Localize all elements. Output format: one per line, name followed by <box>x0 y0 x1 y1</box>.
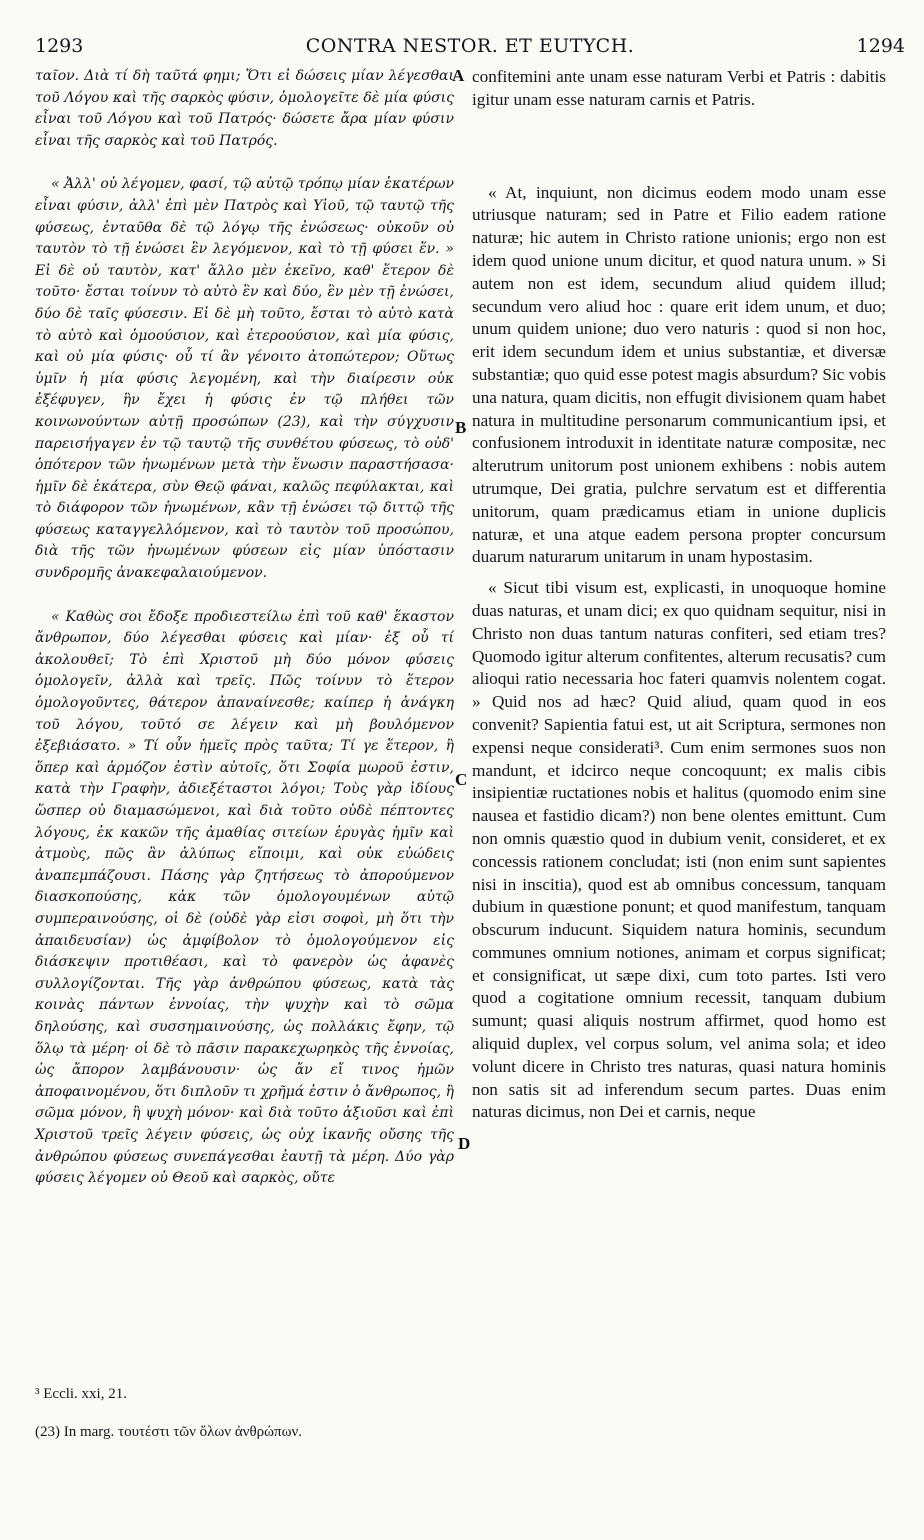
latin-paragraph-2: « At, inquiunt, non dicimus eodem modo unam esse utriusque naturam; sed in Patre et Filio eadem ratione naturæ; hic autem in Christo ratione unionis; ergo non est idem quod unione unum dicitur, et quod natura unum. » Si autem non est idem, secundum aliud quidem illud; secundum vero aliud hoc : quare erit idem unum, et duo; unum quidem unione; duo vero naturis : quod si non hoc, erit idem secundum idem et unius substantiæ, et diversæ substantiæ; quo quid esse potest magis absurdum? Sic vobis una natura, quam dicitis, non effugit divisionem quam habet natura in multitudine personarum communicantium ipsi, et confusionem introduxit in identitate naturæ compositæ, nec alterutrum unitorum post unionem exhibens : nobis autem utrumque, Dei gratia, pulchre servatum est et differentia unitorum, quam prædicamus etiam in unione duplicis naturæ, et una atque eadem persona propter concursum duarum naturarum unitarum in unam hypostasim. <box>472 182 887 567</box>
column-divider <box>461 66 462 1356</box>
page-number-left: 1293 <box>35 35 84 57</box>
latin-paragraph-3: « Sicut tibi visum est, explicasti, in unoquoque homine duas naturas, et unam dici; ex quo quidnam sequitur, nisi in Christo non duas tantum naturas confiteri, sed etiam tres? Quomodo igitur alterum confitentes, alterum recusatis? cum alioqui ratio necessaria hoc fateri quamvis nolentem cogat. » Quid nos ad hæc? Quid aliud, quam quod in eos convenit? Sapientia fatui est, ut ait Scriptura, sermones non expensi neque considerati³. Cum enim sermones suos non mandunt, et idcirco neque concoquunt; ex malis cibis insipientiæ ructationes nobis et halitus (quomodo enim sine nausea et fastidio dicam?) non bene olentes emittunt. Cum non omnis quæstio quod in dubium venit, consideret, et ex concessis rationem concludat; isti (non enim sunt sapientes nisi in inscitia), quod est ab omnibus concessum, tanquam dubium in quæstione ponunt; et quod manifestum, tanquam obscurum inducunt. Siquidem natura hominis, secundum communes omnium notiones, animam et corpus significat; et consignificat, ut sæpe dixi, cum toto partes. Isti vero quod a cogitatione omnium recessit, tanquam dubium sumunt; quasi aliquis nostrum affirmet, quod homo est aliquid duplex, vel corpus solum, vel anima sola; et ideo volunt dicere in Christo tres naturas, quasi natura hominis non satis sit ad inferendum secum partes. Duas enim naturas dicimus, non Dei et carnis, neque <box>472 578 886 1122</box>
greek-paragraph-3: « Καθὼς σοι ἔδοξε προδιεστείλω ἐπὶ τοῦ καθ' ἕκαστον ἄνθρωπον, δύο λέγεσθαι φύσεις καὶ μίαν· ἐξ οὗ τί ἀκολουθεῖ; Τὸ ἐπὶ Χριστοῦ μὴ δύο μόνον φύσεις ὁμολογεῖν, ἀλλὰ καὶ τρεῖς. Πῶς τοίνυν τὸ ἕτερον ὁμολογοῦντες, θάτερον ἀπαναίνεσθε; καίπερ ἡ ἀνάγκη τοῦ λόγου, τοῦτό σε λέγειν καὶ μὴ βουλόμενον ἐξεβιάσατο. » Τί οὖν ἡμεῖς πρὸς ταῦτα; Τί γε ἕτερον, ἢ ὅπερ καὶ ἁρμόζον ἐστὶν αὐτοῖς, ὅτι Σοφία μωροῦ ἐστιν, κατὰ τὴν Γραφὴν, ἀδιεξέταστοι λόγοι; Τοὺς γὰρ ἰδίους ὥσπερ οὐ διαμασώμενοι, καὶ διὰ τοῦτο οὐδὲ πέπτοντες λόγους, ἐκ κακῶν τῆς ἀμαθίας σιτείων ἐρυγὰς ἡμῖν καὶ ἀτμοὺς, πῶς ἂν ἀλύπως εἴποιμι, καὶ οὐκ εὐώδεις ἀναπεμπάζουσι. Πάσης γὰρ ζητήσεως τὸ ἀπορούμενον διασκοπούσης, κἀκ τῶν ὁμολογουμένων αὐτῷ συμπεραινούσης, οἱ δὲ (οὐδὲ γὰρ εἰσι σοφοὶ, μὴ ὅτι τὴν ἀπαιδευσίαν) ὡς ἀμφίβολον τὸ ὁμολογούμενον εἰς διάσκεψιν προτιθέασι, καὶ τὸ φανερὸν ὡς ἀφανὲς συλλογίζονται. Τῆς γὰρ ἀνθρώπου φύσεως, κατὰ τὰς κοινὰς πάντων ἐννοίας, τὴν ψυχὴν καὶ τὸ σῶμα δηλούσης, καὶ συσσημαινούσης, ὡς πολλάκις ἔφην, τῷ ὅλῳ τὰ μέρη· οἱ δὲ τὸ πᾶσιν παρακεχωρηκὸς τῆς ἐννοίας, ὡς ἄπορον λαμβάνουσιν· ὡς ἄν εἴ τινος ἡμῶν ἀποφαινομένου, ὅτι διπλοῦν τι χρῆμά ἐστιν ὁ ἄνθρωπος, ἢ σῶμα μόνον, ἢ ψυχὴ μόνον· καὶ διὰ τοῦτο ἀξιοῦσι καὶ ἐπὶ Χριστοῦ τρεῖς λέγειν φύσεις, ὡς οὐχ ἱκανῆς οὔσης τῆς ἀνθρώπου φύσεως συνεπάγεσθαι ἑαυτῇ τὰ μέρη. Δύο γὰρ φύσεις λέγομεν οὐ Θεοῦ καὶ σαρκὸς, οὔτε <box>35 608 454 1187</box>
page-number-right: 1294 <box>856 35 905 57</box>
margin-marker-c: C <box>455 770 468 789</box>
greek-paragraph-1: ταῖον. Διὰ τί δὴ ταῦτά φημι; Ὅτι εἰ δώσεις μίαν λέγεσθαι τοῦ Λόγου καὶ τῆς σαρκὸς φύσιν, ὁμολογεῖτε δὲ μία φύσις εἶναι τοῦ Λόγου καὶ τοῦ Πατρός· δώσετε ἄρα μίαν φύσιν εἶναι τῆς σαρκὸς καὶ τοῦ Πατρός. <box>35 68 454 149</box>
latin-paragraph-1: confitemini ante unam esse naturam Verbi et Patris : dabitis igitur unam esse naturam carnis et Patris. <box>472 67 886 109</box>
margin-marker-a: A <box>452 66 465 85</box>
margin-marker-d: D <box>458 1134 471 1153</box>
running-title: CONTRA NESTOR. ET EUTYCH. <box>305 35 635 57</box>
greek-paragraph-2: « Ἀλλ' οὐ λέγομεν, φασί, τῷ αὐτῷ τρόπῳ μίαν ἑκατέρων εἶναι φύσιν, ἀλλ' ἐπὶ μὲν Πατρὸς καὶ Υἱοῦ, τῷ ταυτῷ τῆς φύσεως, ἐνταῦθα δὲ τῷ λόγῳ τῆς ἐνώσεως· οὐκοῦν οὐ ταυτὸν τὸ τῇ ἑνώσει ἓν λεγόμενον, καὶ τὸ τῇ φύσει ἕν. » Εἰ δὲ οὐ ταυτὸν, κατ' ἄλλο μὲν ἐκεῖνο, καθ' ἕτερον δὲ τοῦτο· ἔσται τοίνυν τὸ αὐτὸ ἓν καὶ δύο, ἓν μὲν τῇ ἑνώσει, δύο δὲ ταῖς φύσεσιν. Εἰ δὲ μὴ τοῦτο, ἔσται τὸ αὐτὸ κατὰ τὸ αὐτὸ καὶ ὁμοούσιον, καὶ ἑτεροούσιον, καὶ μία φύσις, καὶ οὐ μία φύσις· οὗ τί ἂν γένοιτο ἀτοπώτερον; Οὕτως ὑμῖν ἡ μία φύσις λεγομένη, καὶ τὴν διαίρεσιν οὐκ ἐξέφυγεν, ἣν ἔχει ἡ φύσις ἐν τῷ πλήθει τῶν κοινωνούντων αὐτῇ προσώπων (23), καὶ τὴν σύγχυσιν παρεισήγαγεν ἐν τῷ ταυτῷ τῆς συνθέτου φύσεως, τὸ οὐδ' ὁπότερον τῶν ἡνωμένων μετὰ τὴν ἕνωσιν παραστήσασα· ἡμῖν δὲ ἑκάτερα, σὺν Θεῷ φάναι, καλῶς πεφύλακται, καὶ τὸ διάφορον τῶν ἡνωμένων, κἂν τῇ ἑνώσει τῷ διττῷ τῆς φύσεως καταγγελλόμενον, καὶ τὸ ταυτὸν τοῦ προσώπου, διὰ τῆς τῶν ἡνωμένων φύσεων εἰς μίαν ὑπόστασιν συνδρομῆς ἀνακεφαλαιούμενον. <box>35 176 454 582</box>
margin-marker-b: B <box>455 418 467 437</box>
footnotes <box>35 1382 635 1458</box>
greek-column <box>35 66 454 1190</box>
footnote-scripture: ³ Eccli. xxi, 21. <box>35 1386 127 1402</box>
running-header <box>35 35 905 61</box>
footnote-margin-note: (23) In marg. τουτέστι τῶν ὅλων ἀνθρώπων. <box>35 1424 302 1440</box>
latin-column <box>472 66 886 1124</box>
